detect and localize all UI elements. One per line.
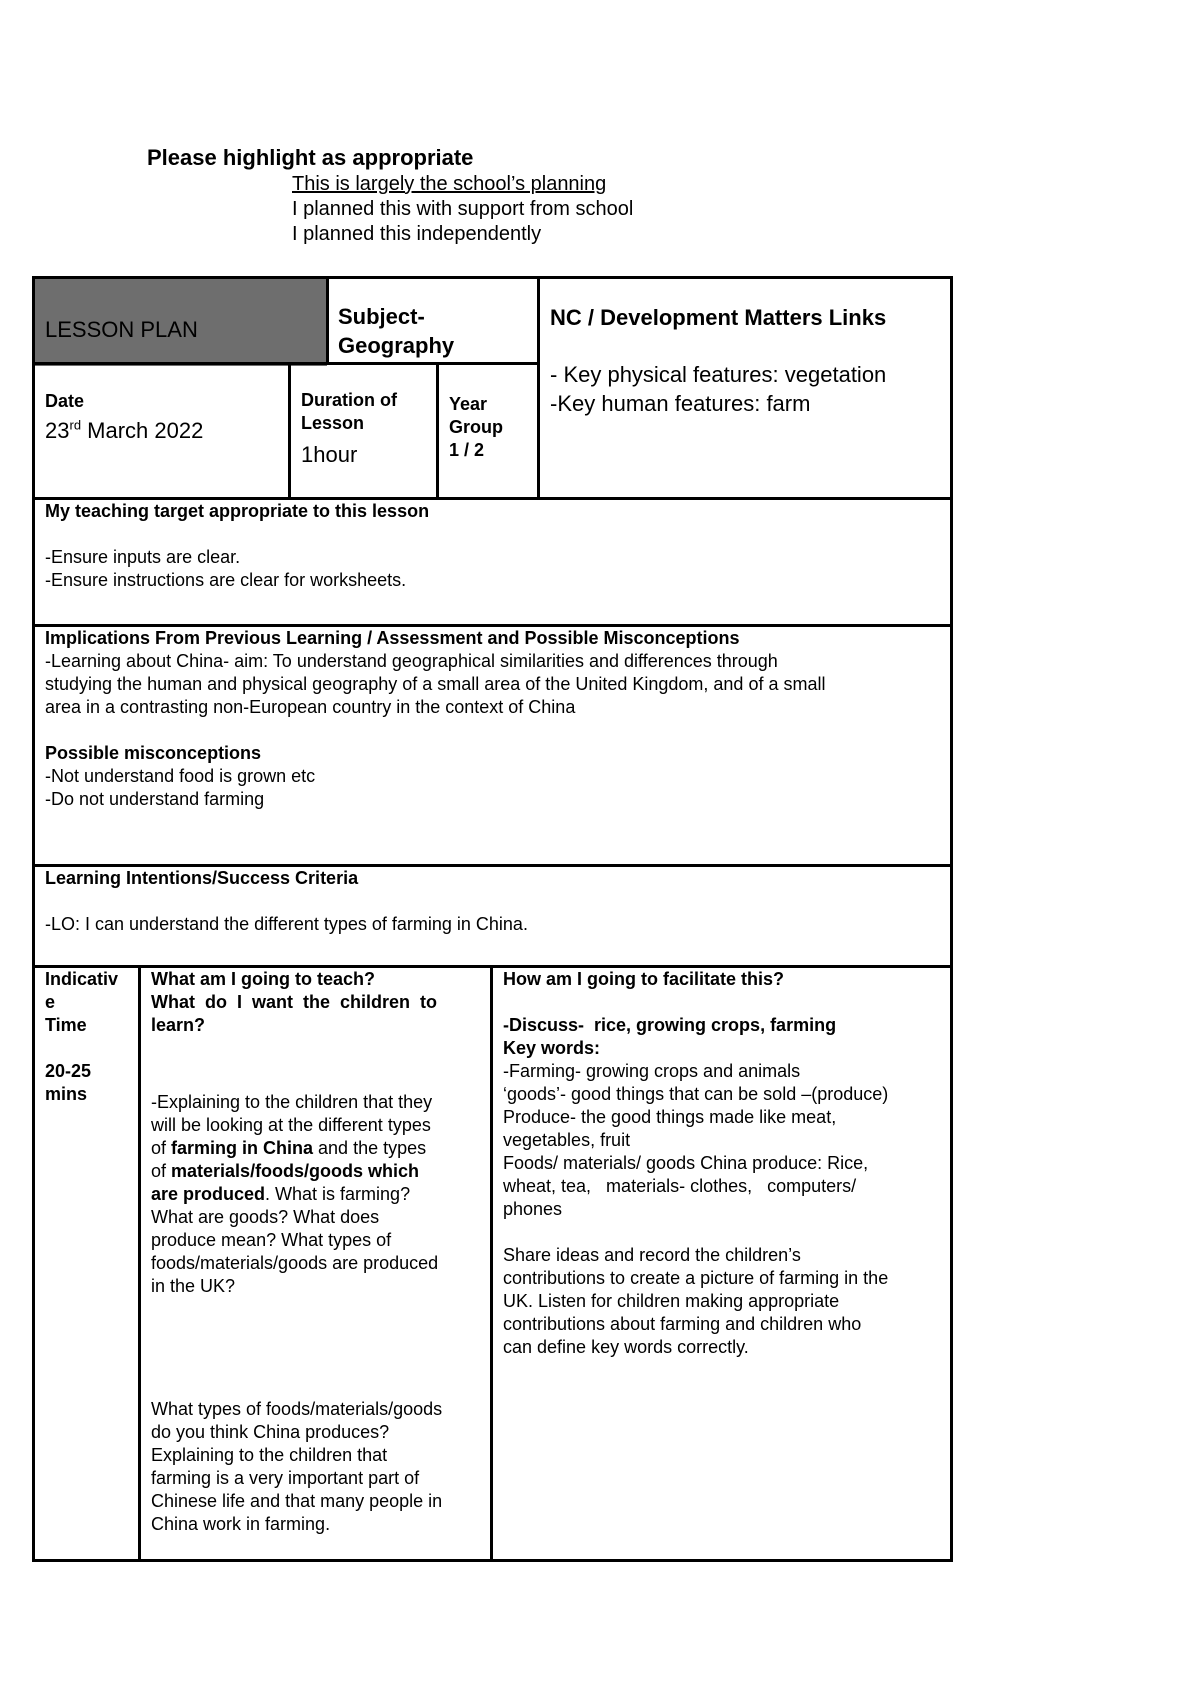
share-line: contributions about farming and children who: [503, 1314, 862, 1334]
keyword-line: Produce- the good things made like meat,: [503, 1107, 837, 1127]
share-line: can define key words correctly.: [503, 1337, 749, 1357]
keyword-line: vegetables, fruit: [503, 1130, 631, 1150]
facilitate-column: [503, 968, 943, 1359]
option-with-support[interactable]: I planned this with support from school: [292, 198, 634, 220]
keyword-line: -Farming- growing crops and animals: [503, 1061, 801, 1081]
implications-line: area in a contrasting non-European country in the context of China: [45, 697, 576, 717]
highlight-title: Please highlight as appropriate: [147, 145, 474, 170]
keyword-line: wheat, tea, materials- clothes, computers/: [503, 1176, 857, 1196]
implications-line: studying the human and physical geography of a small area of the United Kingdom, and of a small: [45, 674, 826, 694]
teaching-target-title: My teaching target appropriate to this lesson: [45, 501, 430, 521]
nc-links-title: NC / Development Matters Links: [550, 305, 887, 330]
implications-section: [45, 627, 945, 811]
discuss-line: -Discuss- rice, growing crops, farming: [503, 1015, 837, 1035]
subject-value: Geography: [338, 333, 455, 358]
year-group-value: 1 / 2: [449, 440, 485, 460]
nc-link-item: - Key physical features: vegetation: [550, 362, 887, 387]
misconception-item: -Not understand food is grown etc: [45, 766, 316, 786]
subject-label: Subject-: [338, 304, 425, 329]
implications-line: -Learning about China- aim: To understand geographical similarities and differences through: [45, 651, 778, 671]
date-label: Date: [45, 391, 85, 411]
time-column: [45, 968, 118, 1106]
keyword-line: ‘goods’- good things that can be sold –(produce): [503, 1084, 889, 1104]
subject-cell: [338, 302, 454, 360]
nc-links-list: [550, 360, 886, 418]
keyword-line: Foods/ materials/ goods China produce: Rice,: [503, 1153, 869, 1173]
time-header: e: [45, 992, 56, 1012]
teaching-target-item: -Ensure instructions are clear for worksheets.: [45, 570, 407, 590]
share-line: contributions to create a picture of farming in the: [503, 1268, 889, 1288]
teaching-target-section: [45, 500, 935, 592]
date-value: 23rd March 2022: [45, 417, 204, 443]
teach-header: learn?: [151, 1015, 206, 1035]
group-label: Group: [449, 417, 503, 437]
duration-label: Duration of Lesson: [301, 390, 397, 433]
time-value: mins: [45, 1084, 88, 1104]
keyword-line: phones: [503, 1199, 563, 1219]
learning-intentions-section: [45, 867, 935, 936]
teaching-target-item: -Ensure inputs are clear.: [45, 547, 241, 567]
time-header: Time: [45, 1015, 87, 1035]
teach-paragraph-1: -Explaining to the children that they will be looking at the different types of farming in China and the types of materials/foods/goods which are produced. What is farming? What are goods? What does produce mean? What types of foods/materials/goods are produced in the UK?: [151, 1092, 439, 1296]
teach-column: [151, 968, 483, 1037]
option-independent[interactable]: I planned this independently: [292, 223, 542, 245]
option-school-planning[interactable]: This is largely the school’s planning: [292, 173, 607, 195]
facilitate-header: How am I going to facilitate this?: [503, 969, 785, 989]
year-label: Year: [449, 394, 488, 414]
duration-value: 1hour: [301, 442, 358, 467]
teach-paragraph-2: What types of foods/materials/goods do you think China produces? Explaining to the children that farming is a very important part of Chinese life and that many people in China work in farming.: [151, 1399, 443, 1534]
misconception-item: -Do not understand farming: [45, 789, 265, 809]
implications-title: Implications From Previous Learning / Assessment and Possible Misconceptions: [45, 628, 740, 648]
keywords-title: Key words:: [503, 1038, 601, 1058]
learning-objective: -LO: I can understand the different types of farming in China.: [45, 914, 528, 934]
teach-header: What am I going to teach?: [151, 969, 375, 989]
time-header: Indicativ: [45, 969, 119, 989]
teach-header: What do I want the children to: [151, 992, 437, 1012]
lesson-plan-label: LESSON PLAN: [45, 317, 198, 342]
year-group-cell: [449, 393, 503, 462]
time-value: 20-25: [45, 1061, 92, 1081]
share-line: Share ideas and record the children’s: [503, 1245, 801, 1265]
nc-link-item: -Key human features: farm: [550, 391, 811, 416]
learning-intentions-title: Learning Intentions/Success Criteria: [45, 868, 359, 888]
misconceptions-title: Possible misconceptions: [45, 743, 262, 763]
share-line: UK. Listen for children making appropriate: [503, 1291, 840, 1311]
